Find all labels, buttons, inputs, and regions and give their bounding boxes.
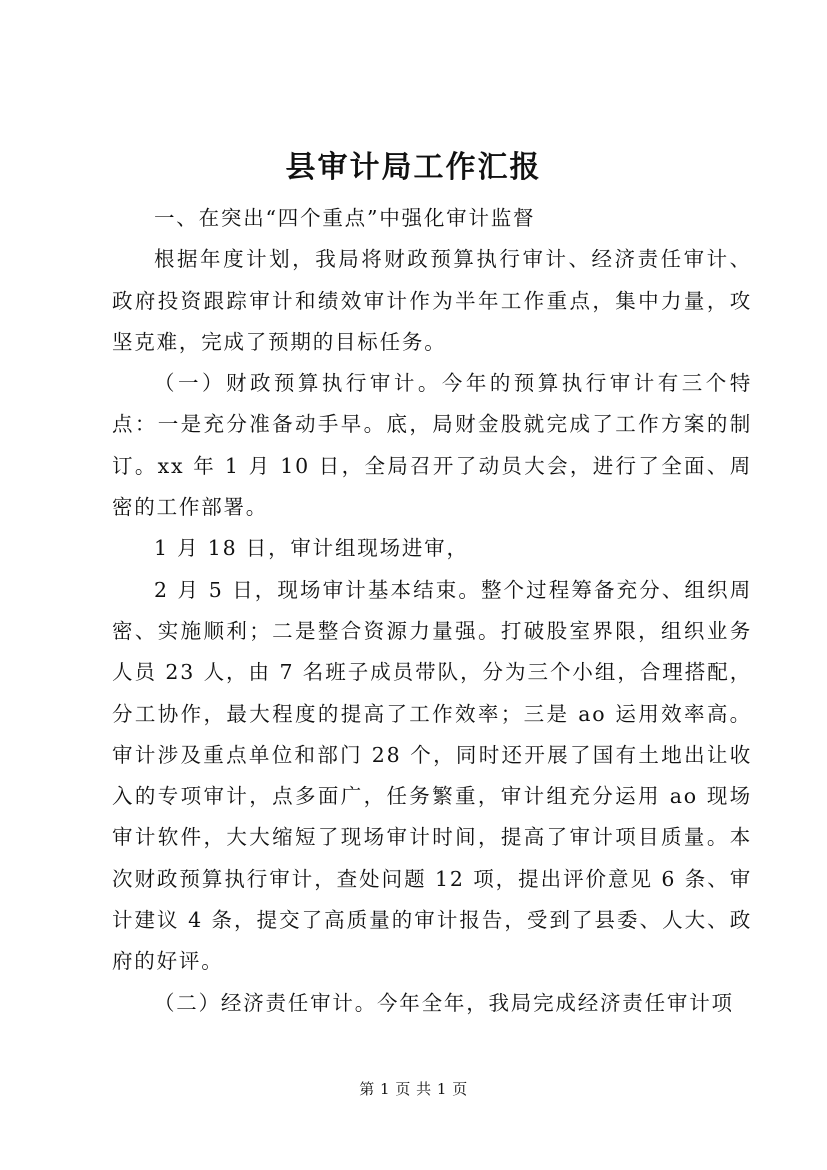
paragraph: 1 月 18 日，审计组现场进审， xyxy=(154,536,469,561)
page-footer: 第 1 页 共 1 页 xyxy=(359,1080,468,1098)
paragraph: （二）经济责任审计。今年全年，我局完成经济责任审计项 xyxy=(154,990,734,1015)
paragraph: （一）财政预算执行审计。今年的预算执行审计有三个特点：一是充分准备动手早。底，局财金股就完成了工作方案的制订。xx 年 1 月 10 日，全局召开了动员大会，进行了全面、周密的工作部署。 xyxy=(112,371,752,520)
document-body xyxy=(112,198,752,1024)
paragraph: 根据年度计划，我局将财政预算执行审计、经济责任审计、政府投资跟踪审计和绩效审计作为半年工作重点，集中力量，攻坚克难，完成了预期的目标任务。 xyxy=(112,247,752,354)
document-title: 县审计局工作汇报 xyxy=(285,150,542,185)
section-heading: 一、在突出“四个重点”中强化审计监督 xyxy=(154,206,536,230)
paragraph: 2 月 5 日，现场审计基本结束。整个过程筹备充分、组织周密、实施顺利；二是整合资源力量强。打破股室界限，组织业务人员 23 人，由 7 名班子成员带队，分为三个小组，合理搭配，分工协作，最大程度的提高了工作效率；三是 ao 运用效率高。审计涉及重点单位和部门 28 个，同时还开展了国有土地出让收入的专项审计，点多面广，任务繁重，审计组充分运用 ao 现场审计软件，大大缩短了现场审计时间，提高了审计项目质量。本次财政预算执行审计，查处问题 12 项，提出评价意见 6 条、审计建议 4 条，提交了高质量的审计报告，受到了县委、人大、政府的好评。 xyxy=(112,577,752,974)
